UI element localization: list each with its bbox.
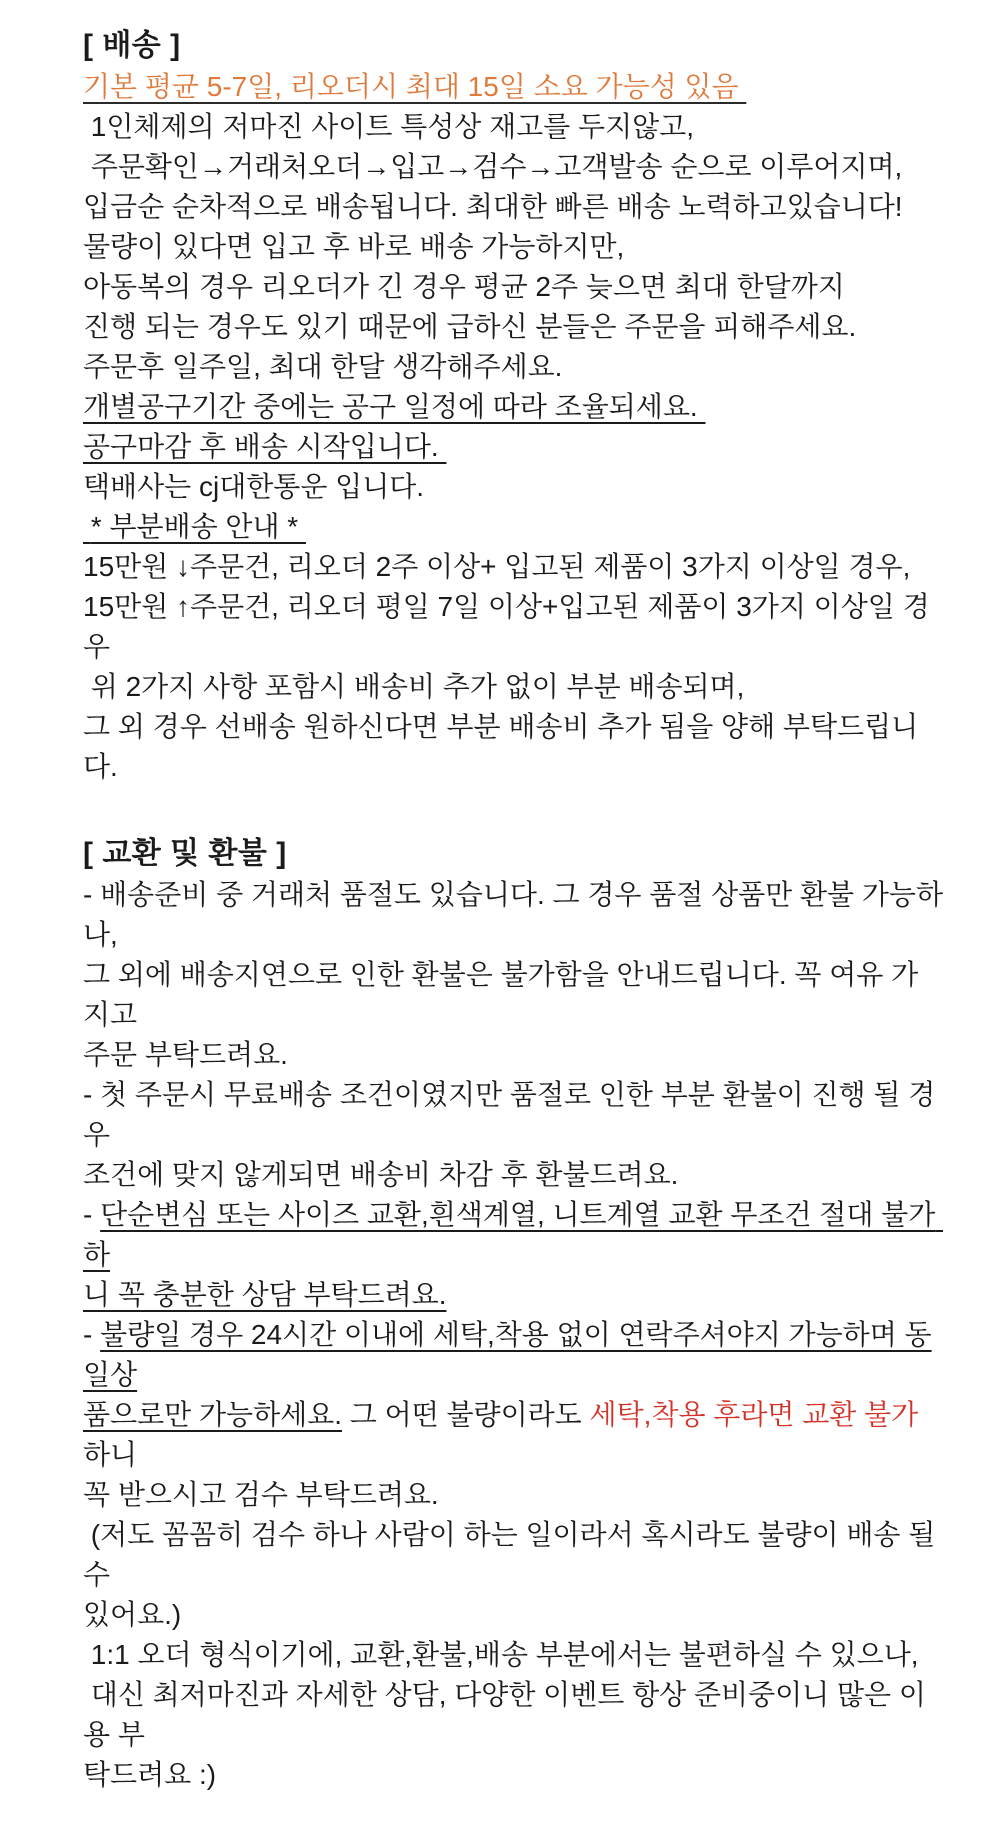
text-line	[83, 1475, 945, 1515]
text-line	[83, 347, 945, 387]
text-segment: 그 어떤 불량이라도	[342, 1399, 590, 1430]
text-segment: 1:1 오더 형식이기에, 교환,환불,배송 부분에서는 불편하실 수 있으나,	[83, 1639, 919, 1670]
text-segment: 아동복의 경우 리오더가 긴 경우 평균 2주 늦으면 최대 한달까지	[83, 271, 845, 302]
text-segment: 꼭 받으시고 검수 부탁드려요.	[83, 1479, 439, 1510]
text-line	[83, 147, 945, 187]
text-segment: 단순변심 또는 사이즈 교환,흰색계열, 니트계열 교환 무조건 절대 불가 하	[83, 1199, 944, 1270]
text-line	[83, 707, 945, 787]
text-line	[83, 187, 945, 227]
text-segment: 개별공구기간 중에는 공구 일정에 따라 조율되세요.	[83, 391, 706, 422]
text-line	[83, 227, 945, 267]
text-line	[83, 1395, 945, 1475]
text-line	[83, 1195, 945, 1275]
text-segment: 하니	[83, 1439, 138, 1470]
shipping-section-lines	[83, 67, 945, 787]
text-segment: 주문 부탁드려요.	[83, 1039, 288, 1070]
text-segment: 대신 최저마진과 자세한 상담, 다양한 이벤트 항상 준비중이니 많은 이용 부	[83, 1679, 926, 1750]
text-segment: 공구마감 후 배송 시작입니다.	[83, 431, 447, 462]
text-line	[83, 427, 945, 467]
text-line	[83, 1035, 945, 1075]
text-segment: 15만원 ↓주문건, 리오더 2주 이상+ 입고된 제품이 3가지 이상일 경우,	[83, 551, 911, 582]
text-segment: -	[83, 1199, 101, 1230]
text-line	[83, 1635, 945, 1675]
text-segment: 니 꼭 충분한 상담 부탁드려요.	[83, 1279, 447, 1310]
text-line	[83, 107, 945, 147]
text-segment: 불량일 경우 24시간 이내에 세탁,착용 없이 연락주셔야지 가능하며 동일상	[83, 1319, 932, 1390]
text-segment: 진행 되는 경우도 있기 때문에 급하신 분들은 주문을 피해주세요.	[83, 311, 857, 342]
text-line	[83, 307, 945, 347]
exchange-refund-section	[83, 833, 945, 1795]
text-segment: 물량이 있다면 입고 후 바로 배송 가능하지만,	[83, 231, 625, 262]
text-line	[83, 1275, 945, 1315]
text-line	[83, 467, 945, 507]
text-segment: 1인체제의 저마진 사이트 특성상 재고를 두지않고,	[83, 111, 694, 142]
text-line	[83, 1755, 945, 1795]
text-line	[83, 1675, 945, 1755]
text-segment: - 배송준비 중 거래처 품절도 있습니다. 그 경우 품절 상품만 환불 가능하나,	[83, 879, 944, 950]
exchange-refund-section-lines	[83, 875, 945, 1795]
exchange-refund-section-title: [ 교환 및 환불 ]	[83, 837, 287, 870]
text-segment: 탁드려요 :)	[83, 1759, 217, 1790]
text-segment: (저도 꼼꼼히 검수 하나 사람이 하는 일이라서 혹시라도 불량이 배송 될 수	[83, 1519, 944, 1590]
text-line	[83, 1155, 945, 1195]
text-segment: 그 외에 배송지연으로 인한 환불은 불가함을 안내드립니다. 꼭 여유 가지고	[83, 959, 919, 1030]
text-line	[83, 507, 945, 547]
text-segment: 기본 평균 5-7일, 리오더시 최대 15일 소요 가능성 있음	[83, 71, 747, 102]
text-line	[83, 1075, 945, 1155]
text-line	[83, 67, 945, 107]
text-segment: 있어요.)	[83, 1599, 182, 1630]
text-segment: 품으로만 가능하세요.	[83, 1399, 342, 1430]
text-segment: -	[83, 1319, 101, 1350]
text-segment: 세탁,착용 후라면 교환 불가	[589, 1399, 919, 1430]
text-segment: 주문확인→거래처오더→입고→검수→고객발송 순으로 이루어지며,	[83, 151, 903, 182]
text-segment: 입금순 순차적으로 배송됩니다. 최대한 빠른 배송 노력하고있습니다!	[83, 191, 903, 222]
text-segment: * 부분배송 안내 *	[83, 511, 306, 542]
text-line	[83, 587, 945, 667]
text-line	[83, 875, 945, 955]
text-segment: 조건에 맞지 않게되면 배송비 차감 후 환불드려요.	[83, 1159, 679, 1190]
shipping-section	[83, 25, 945, 787]
text-segment: 위 2가지 사항 포함시 배송비 추가 없이 부분 배송되며,	[83, 671, 745, 702]
text-segment: 15만원 ↑주문건, 리오더 평일 7일 이상+입고된 제품이 3가지 이상일 경우	[83, 591, 930, 662]
text-segment: 택배사는 cj대한통운 입니다.	[83, 471, 425, 502]
text-segment: 그 외 경우 선배송 원하신다면 부분 배송비 추가 됨을 양해 부탁드립니다.	[83, 711, 919, 782]
text-line	[83, 955, 945, 1035]
text-line	[83, 387, 945, 427]
text-line	[83, 547, 945, 587]
text-line	[83, 267, 945, 307]
text-segment: 주문후 일주일, 최대 한달 생각해주세요.	[83, 351, 563, 382]
text-line	[83, 667, 945, 707]
text-line	[83, 1315, 945, 1395]
text-line	[83, 1515, 945, 1595]
shipping-section-title: [ 배송 ]	[83, 29, 181, 62]
text-line	[83, 1595, 945, 1635]
text-segment: - 첫 주문시 무료배송 조건이였지만 품절로 인한 부분 환불이 진행 될 경우	[83, 1079, 936, 1150]
